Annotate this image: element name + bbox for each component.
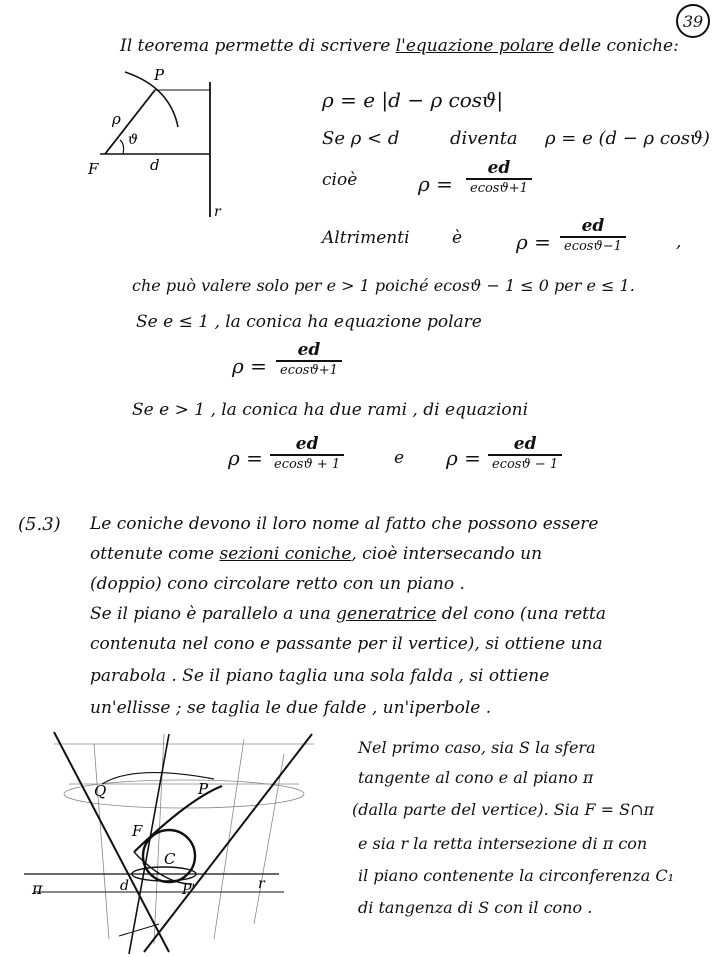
section-text: ottenute come [90, 544, 220, 564]
rho-eq-lhs-2: ρ = [516, 230, 551, 254]
angle-arc [120, 140, 124, 154]
underlined-term: sezioni coniche [219, 544, 352, 564]
is-word: è [452, 228, 463, 248]
fraction-num: ed [581, 216, 605, 236]
rho-eq-lhs-4: ρ = [228, 446, 263, 470]
section-line-6: parabola . Se il piano taglia una sola falda , si ottiene [90, 666, 550, 686]
label-r: r [214, 204, 221, 220]
equation-rho-e-d: ρ = e (d − ρ cosϑ) [545, 128, 710, 149]
case-rho-less-d [322, 128, 399, 149]
fraction-branch-1 [270, 434, 344, 473]
cioe-label: cioè [322, 170, 358, 190]
right-line-6: di tangenza di S con il cono . [358, 898, 593, 917]
label-F: F [132, 822, 143, 840]
intro-text-after: delle coniche: [553, 36, 679, 56]
polar-diagram [80, 62, 230, 222]
rho-eq-lhs-5: ρ = [446, 446, 481, 470]
label-P-prime: P' [182, 882, 196, 898]
fraction-ecos-plus [466, 158, 532, 197]
cone-axis [129, 734, 169, 954]
label-Q: Q [94, 782, 107, 800]
label-F: F [88, 160, 99, 178]
valid-condition-line: che può valere solo per e > 1 poiché ecosϑ − 1 ≤ 0 per e ≤ 1. [132, 276, 635, 295]
page-number: 39 [676, 4, 710, 38]
section-text: del cono (una retta [436, 604, 606, 624]
label-C: C [164, 850, 176, 868]
becomes-word: diventa [450, 128, 518, 149]
cone-section-diagram [14, 724, 334, 954]
rho-eq-lhs-3: ρ = [232, 354, 267, 378]
right-line-1: Nel primo caso, sia S la sfera [358, 738, 596, 757]
right-line-4: e sia r la retta intersezione di π con [358, 834, 648, 853]
fraction-num: ed [513, 434, 537, 454]
section-text: Se il piano è parallelo a una [90, 604, 337, 624]
section-line-1: Le coniche devono il loro nome al fatto che possono essere [90, 514, 599, 534]
fraction-den: ecosϑ−1 [560, 236, 626, 255]
section-line-3: (doppio) cono circolare retto con un piano . [90, 574, 465, 594]
fraction-branch-2 [488, 434, 562, 473]
case-e-gt-1-line: Se e > 1 , la conica ha due rami , di equazioni [132, 400, 529, 420]
rho-eq-lhs-1: ρ = [418, 172, 453, 196]
case-e-le-1-line: Se e ≤ 1 , la conica ha equazione polare [136, 312, 482, 332]
cone-generator-left [54, 732, 169, 952]
and-word: e [394, 448, 405, 468]
section-line-7: un'ellisse ; se taglia le due falde , un'iperbole . [90, 698, 492, 718]
fraction-den: ecosϑ + 1 [270, 454, 344, 473]
fraction-num: ed [295, 434, 319, 454]
right-line-3: (dalla parte del vertice). Sia F = S∩π [352, 800, 655, 819]
section-text: , cioè intersecando un [351, 544, 543, 564]
right-line-2: tangente al cono e al piano π [358, 768, 594, 787]
altrimenti-label: Altrimenti [322, 228, 410, 248]
intro-underlined: l'equazione polare [395, 36, 554, 56]
fraction-den: ecosϑ+1 [276, 360, 342, 379]
case-prefix: Se ρ < d [322, 128, 400, 149]
label-rho: ρ [112, 110, 121, 128]
section-line-2 [90, 544, 542, 564]
fraction-den: ecosϑ+1 [466, 178, 532, 197]
fraction-den: ecosϑ − 1 [488, 454, 562, 473]
label-P: P [198, 780, 209, 798]
fraction-num: ed [297, 340, 321, 360]
construction-lines [54, 734, 314, 944]
fraction-ecos-minus [560, 216, 626, 255]
right-line-5: il piano contenente la circonferenza C₁ [358, 866, 674, 885]
arrow-line [119, 924, 159, 936]
label-theta: ϑ [128, 132, 139, 148]
label-pi: π [32, 879, 43, 898]
fraction-num: ed [487, 158, 511, 178]
fraction-ellipse [276, 340, 342, 379]
section-number: (5.3) [18, 514, 61, 535]
intro-line [120, 36, 679, 56]
comma: , [676, 232, 682, 252]
cone-generator-right [144, 734, 312, 952]
label-d: d [120, 878, 129, 894]
section-line-4 [90, 604, 606, 624]
polar-equation-abs: ρ = e |d − ρ cosϑ| [322, 88, 504, 112]
label-P: P [154, 66, 165, 84]
label-d: d [150, 156, 160, 174]
label-r: r [258, 876, 265, 892]
underlined-term: generatrice [336, 604, 437, 624]
intro-text-before: Il teorema permette di scrivere [120, 36, 396, 56]
section-line-5: contenuta nel cono e passante per il vertice), si ottiene una [90, 634, 603, 654]
